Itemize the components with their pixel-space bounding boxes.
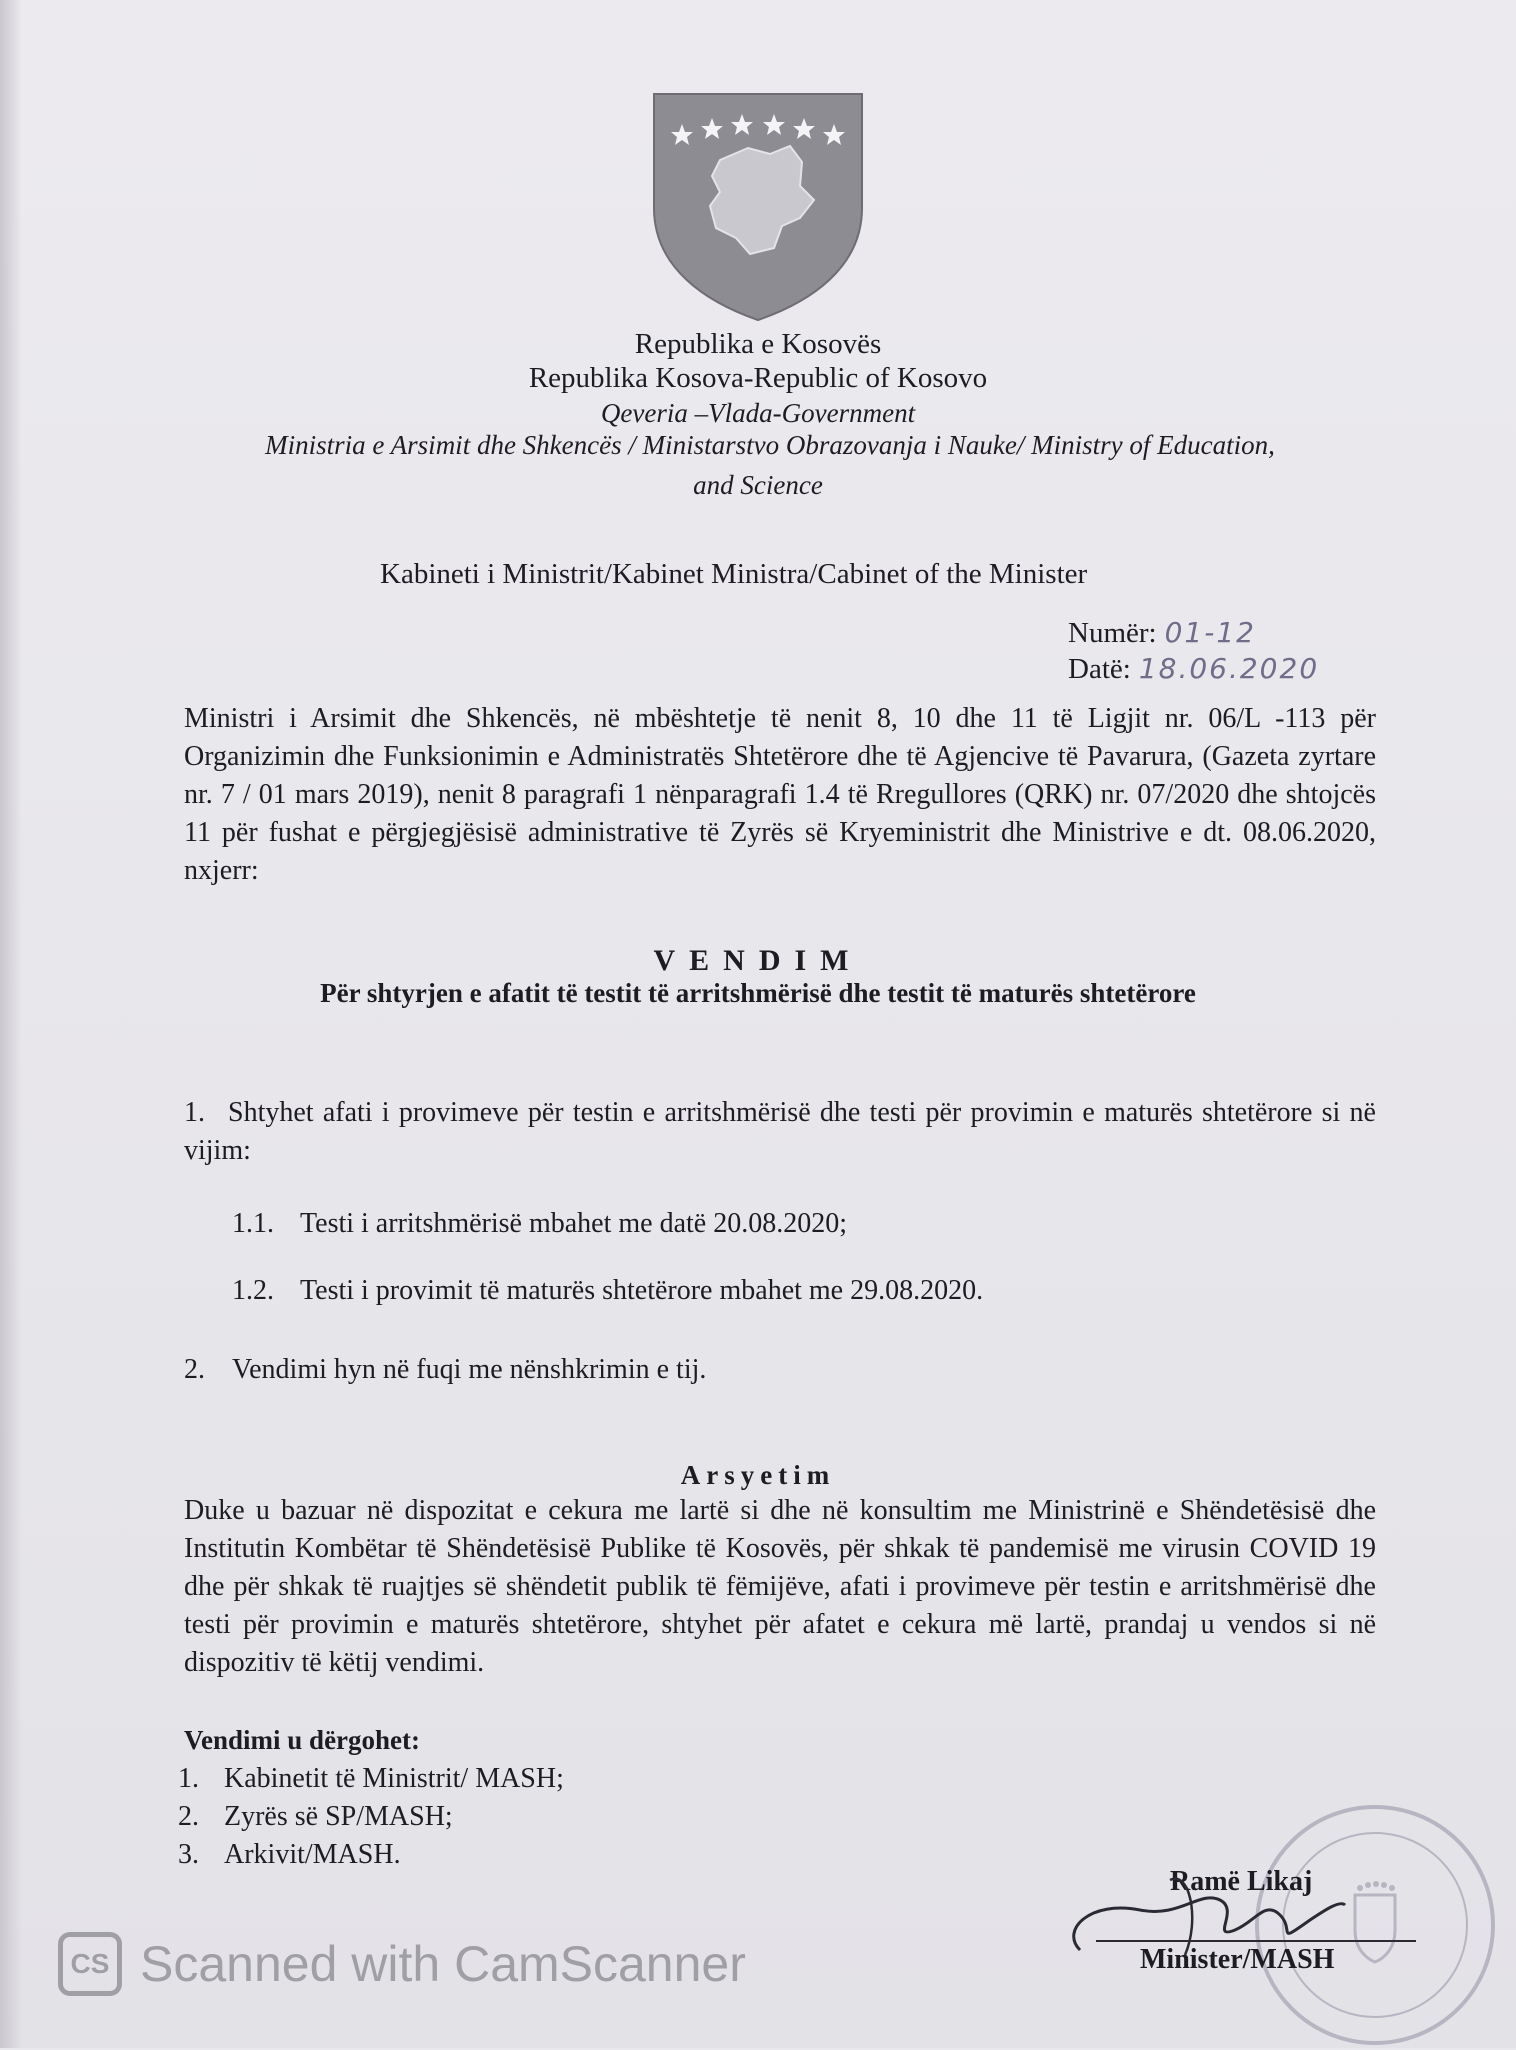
subitem-text: Testi i arritshmërisë mbahet me datë 20.08.2020;	[300, 1208, 848, 1239]
signature-line	[1096, 1940, 1416, 1942]
item-number: 2.	[184, 1354, 205, 1385]
coat-of-arms-emblem	[650, 88, 866, 324]
page-edge-shadow	[0, 0, 22, 2048]
distribution-text: Arkivit/MASH.	[224, 1839, 401, 1870]
distribution-number: 2.	[178, 1801, 199, 1832]
signer-name: Ramë Likaj	[1170, 1866, 1313, 1897]
decision-subitem-1-2	[232, 1272, 983, 1310]
camscanner-logo-icon: CS	[58, 1932, 122, 1996]
distribution-number: 3.	[178, 1839, 199, 1870]
reasoning-title: Arsyetim	[680, 1460, 836, 1490]
header-ministry-cont: and Science	[693, 470, 823, 500]
header-republic-albanian: Republika e Kosovës	[634, 328, 882, 360]
distribution-number: 1.	[178, 1763, 199, 1794]
number-value: 01-12	[1164, 616, 1256, 649]
item-number: 1.	[184, 1097, 205, 1128]
intro-paragraph: Ministri i Arsimit dhe Shkencës, në mbështetje të nenit 8, 10 dhe 11 të Ligjit nr. 06/L -113 për Organizimin dhe Funksionimin e Administratës Shtetërore dhe të Agjencive të Pavarura, (Gazeta zyrtare nr. 7 / 01 mars 2019), nenit 8 paragrafi 1 nënparagrafi 1.4 të Rregullores (QRK) nr. 07/2020 dhe shtojcës 11 për fushat e përgjegjësisë administrative të Zyrës së Kryeministrit dhe Ministrive e dt. 08.06.2020, nxjerr:	[184, 703, 1376, 886]
item-text: Vendimi hyn në fuqi me nënshkrimin e tij.	[232, 1354, 707, 1385]
signer-role: Minister/MASH	[1140, 1944, 1335, 1975]
document-number	[1068, 616, 1256, 650]
subitem-number: 1.1.	[232, 1208, 274, 1239]
number-label: Numër:	[1068, 617, 1157, 649]
distribution-text: Kabinetit të Ministrit/ MASH;	[224, 1763, 564, 1794]
camscanner-watermark	[58, 1930, 746, 1998]
camscanner-text: Scanned with CamScanner	[140, 1936, 746, 1992]
decision-item-2	[184, 1351, 706, 1389]
header-ministry: Ministria e Arsimit dhe Shkencës / Ministarstvo Obrazovanja i Nauke/ Ministry of Education,	[265, 430, 1275, 460]
header-cabinet: Kabineti i Ministrit/Kabinet Ministra/Cabinet of the Minister	[380, 558, 1088, 590]
item-text: Shtyhet afati i provimeve për testin e arritshmërisë dhe testi për provimin e maturës shtetërore si në vijim:	[184, 1097, 1376, 1166]
subitem-text: Testi i provimit të maturës shtetërore mbahet me 29.08.2020.	[300, 1275, 984, 1306]
decision-subtitle: Për shtyrjen e afatit të testit të arritshmërisë dhe testit të maturës shtetërore	[320, 978, 1196, 1008]
distribution-item	[178, 1836, 564, 1874]
header-government: Qeveria –Vlada-Government	[600, 398, 916, 428]
distribution-title: Vendimi u dërgohet:	[184, 1725, 421, 1755]
subitem-number: 1.2.	[232, 1275, 274, 1306]
distribution-item	[178, 1760, 564, 1798]
date-value: 18.06.2020	[1138, 652, 1320, 685]
distribution-text: Zyrës së SP/MASH;	[224, 1801, 453, 1832]
distribution-list	[178, 1760, 564, 1874]
header-republic-multilingual: Republika Kosova-Republic of Kosovo	[528, 362, 988, 394]
date-label: Datë:	[1068, 653, 1131, 685]
decision-subitem-1-1	[232, 1205, 847, 1243]
distribution-item	[178, 1798, 564, 1836]
decision-item-1	[184, 1094, 1376, 1170]
reasoning-paragraph: Duke u bazuar në dispozitat e cekura me lartë si dhe në konsultim me Ministrinë e Shëndetësisë dhe Institutin Kombëtar të Shëndetësisë Publike të Kosovës, për shkak të pandemisë me virusin COVID 19 dhe për shkak të ruajtjes së shëndetit publik të fëmijëve, afati i provimeve për testin e arritshmërisë dhe testi për provimin e maturës shtetërore, shtyhet për afatet e cekura më lartë, prandaj u vendos si në dispozitiv të këtij vendimi.	[184, 1495, 1376, 1678]
decision-title: VENDIM	[653, 944, 863, 977]
document-date	[1068, 652, 1319, 686]
